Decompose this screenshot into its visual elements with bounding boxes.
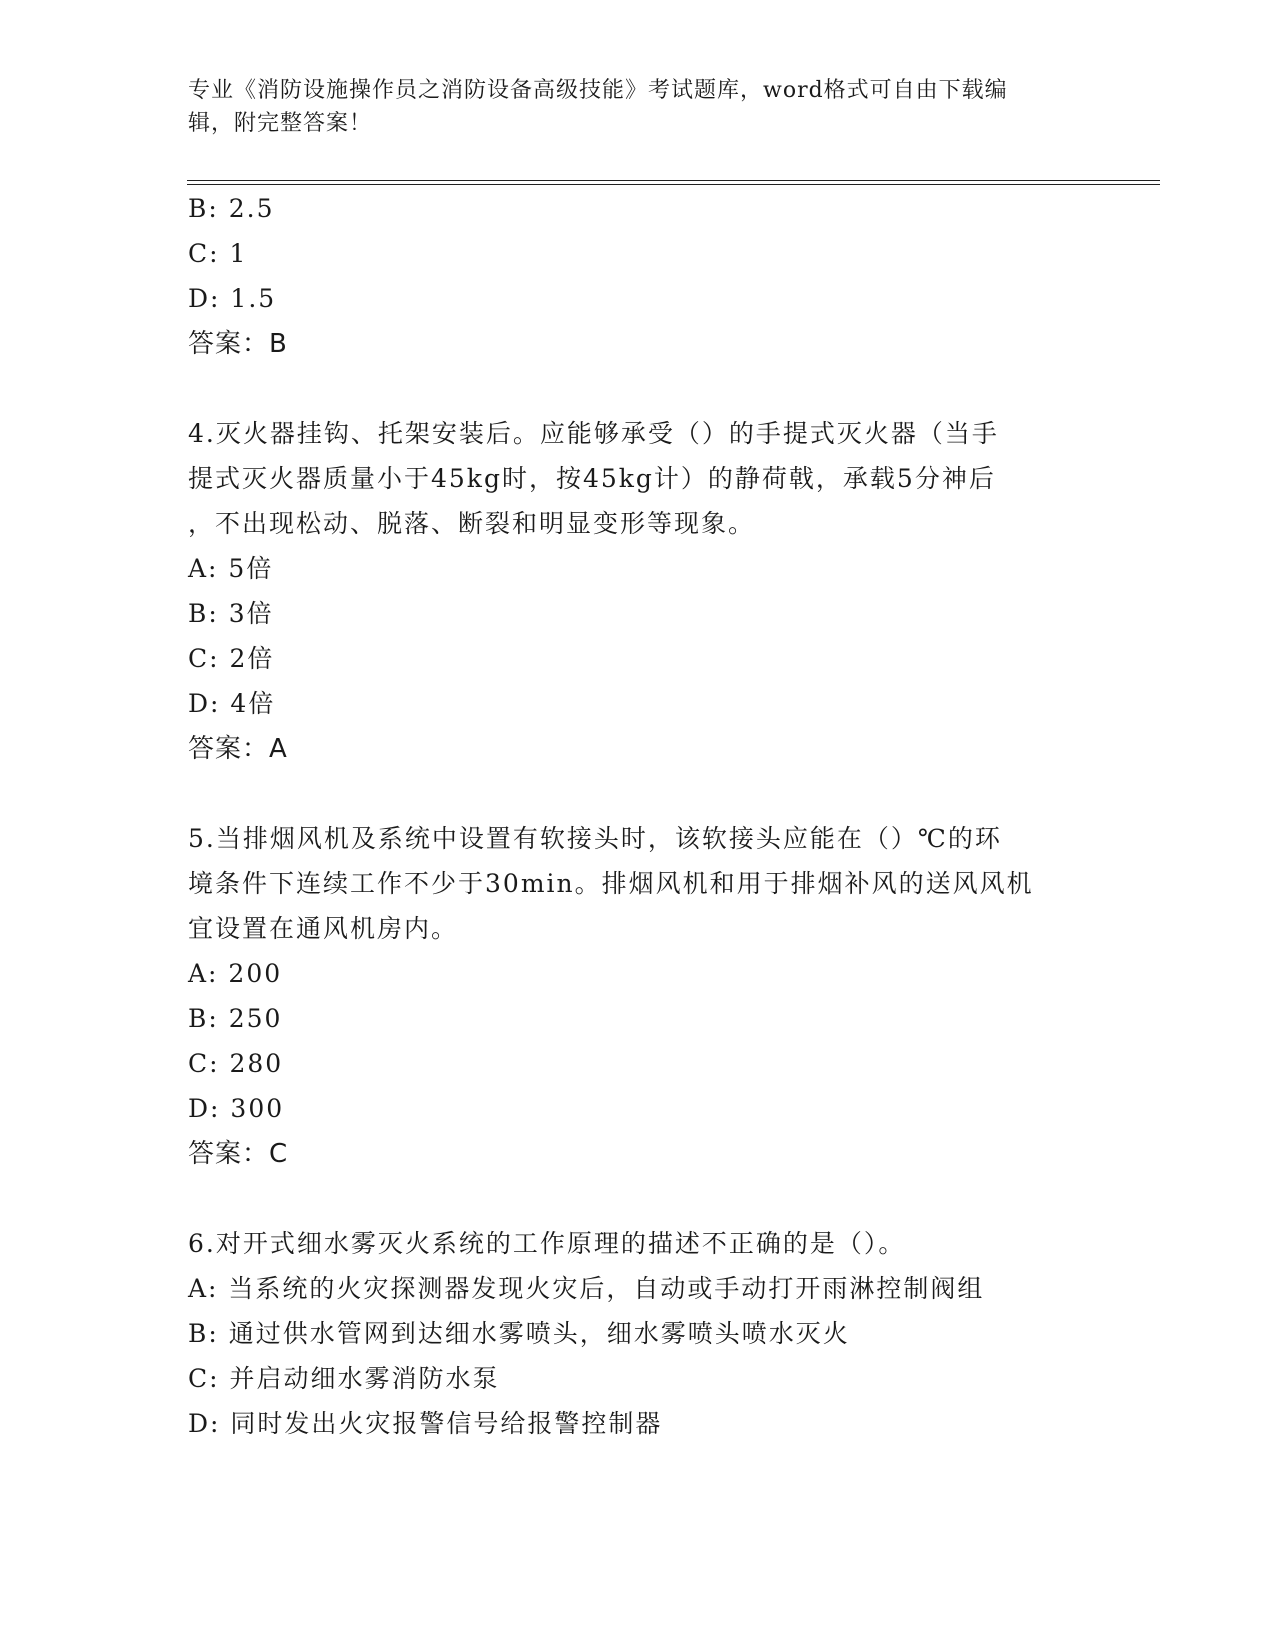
q6-option-d: D: 同时发出火灾报警信号给报警控制器 xyxy=(188,1409,663,1438)
q5-stem-line-2: 境条件下连续工作不少于30min。排烟风机和用于排烟补风的送风风机 xyxy=(188,869,1034,898)
document-header xyxy=(188,74,1088,140)
header-line-2: 辑，附完整答案！ xyxy=(188,111,373,136)
q5-option-d: D: 300 xyxy=(188,1094,285,1123)
q3-answer: 答案：B xyxy=(188,329,288,359)
q4-stem-line-2: 提式灭火器质量小于45kg时，按45kg计）的静荷戟，承载5分神后 xyxy=(188,464,996,493)
q5-stem-line-1: 5.当排烟风机及系统中设置有软接头时，该软接头应能在（）℃的环 xyxy=(188,824,1002,853)
q3-option-b: B: 2.5 xyxy=(188,194,275,223)
q4-answer: 答案：A xyxy=(188,734,288,764)
q4-stem-line-1: 4.灭火器挂钩、托架安装后。应能够承受（）的手提式灭火器（当手 xyxy=(188,419,999,448)
header-divider-top xyxy=(187,180,1160,181)
header-line-1: 专业《消防设施操作员之消防设备高级技能》考试题库，word格式可自由下载编 xyxy=(188,78,1008,103)
q5-option-a: A: 200 xyxy=(188,959,283,988)
q5-option-b: B: 250 xyxy=(188,1004,283,1033)
q5-option-c: C: 280 xyxy=(188,1049,284,1078)
q4-stem-line-3: ，不出现松动、脱落、断裂和明显变形等现象。 xyxy=(188,509,756,538)
q6-option-b: B: 通过供水管网到达细水雾喷头，细水雾喷头喷水灭火 xyxy=(188,1319,850,1348)
q5-answer: 答案：C xyxy=(188,1139,289,1169)
q3-option-d: D: 1.5 xyxy=(188,284,277,313)
q3-option-c: C: 1 xyxy=(188,239,248,268)
header-divider-bottom xyxy=(187,184,1160,185)
q4-option-d: D: 4倍 xyxy=(188,689,276,718)
q6-option-a: A: 当系统的火灾探测器发现火灾后，自动或手动打开雨淋控制阀组 xyxy=(188,1274,985,1303)
q6-option-c: C: 并启动细水雾消防水泵 xyxy=(188,1364,500,1393)
q4-option-b: B: 3倍 xyxy=(188,599,274,628)
q4-option-a: A: 5倍 xyxy=(188,554,274,583)
q4-option-c: C: 2倍 xyxy=(188,644,275,673)
q5-stem-line-3: 宜设置在通风机房内。 xyxy=(188,914,459,943)
q6-stem-line-1: 6.对开式细水雾灭火系统的工作原理的描述不正确的是（）。 xyxy=(188,1229,906,1258)
